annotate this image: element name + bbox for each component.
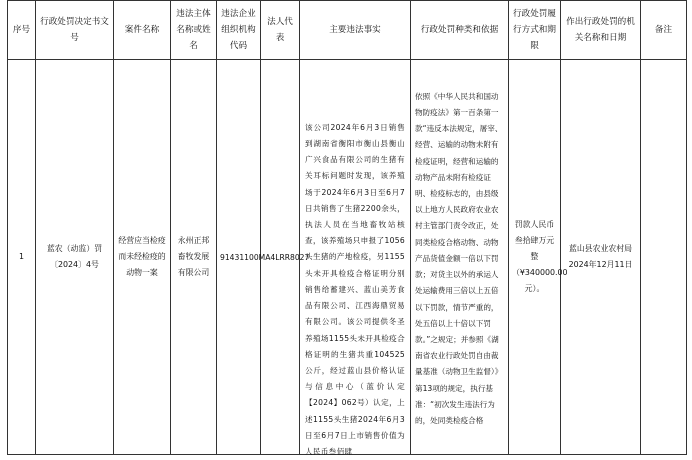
penalty-table <box>7 0 687 455</box>
penalty-table-wrapper <box>7 0 687 455</box>
cell-authority-date: 蓝山县农业农村局2024年12月11日 <box>561 60 641 455</box>
cell-penalty-basis <box>411 60 509 455</box>
header-doc-no: 行政处罚决定书文号 <box>36 1 114 60</box>
header-seq: 序号 <box>8 1 36 60</box>
header-org-code: 违法企业组织机构代码 <box>217 1 261 60</box>
header-authority-date: 作出行政处罚的机关名称和日期 <box>561 1 641 60</box>
header-legal-rep: 法人代表 <box>261 1 300 60</box>
penalty-basis-text: 依照《中华人民共和国动物防疫法》第一百条第一款“违反本法规定，屠宰、经营、运输的动物未附有检疫证明，经营和运输的动物产品未附有检疫证明、检疫标志的，由县级以上地方人民政府农业农村主管部门责令改正，处同类检疫合格动物、动物产品货值金额一倍以下罚款；对货主以外的承运人处运输费用三倍以上五倍以下罚款，情节严重的，处五倍以上十倍以下罚款。”之规定；并参照《湖南省农业行政处罚自由裁量基准（动物卫生监督）》第13项的规定，执行基准：“初次发生违法行为的，处同类检疫合格 <box>415 91 503 425</box>
header-remarks: 备注 <box>641 1 687 60</box>
header-performance: 行政处罚履行方式和期限 <box>509 1 561 60</box>
header-subject-name: 违法主体名称或姓名 <box>171 1 217 60</box>
org-code-text: 91431100MA4LRR8027 <box>220 252 310 262</box>
cell-subject-name: 永州正邦畜牧发展有限公司 <box>171 60 217 455</box>
cell-case-name: 经营应当检疫而未经检疫的动物一案 <box>114 60 171 455</box>
header-case-name: 案件名称 <box>114 1 171 60</box>
header-row <box>8 1 687 60</box>
cell-doc-no: 蓝农（动监）罚〔2024〕4号 <box>36 60 114 455</box>
table-row <box>8 60 687 455</box>
cell-performance: 罚款人民币叁拾肆万元整（¥340000.00元）。 <box>509 60 561 455</box>
cell-org-code <box>217 60 310 455</box>
main-facts-text: 该公司2024年6月3日销售到湖南省衡阳市衡山县衡山广兴食品有限公司的生猪有关耳标问题时发现，该养殖场于2024年6月3日至6月7日共销售了生猪2200余头，执法人员在当地畜牧站核查，该养殖场只申报了1056头生猪的产地检疫，另1155头未开具检疫合格证明分别销售给蓄建兴、蓝山美芳食品有限公司、江西海鼎贸易有限公司。该公司提供冬圣养殖场1155头未开具检疫合格证明的生猪共重104525公斤，经过蓝山县价格认证与信息中心（蓝价认定【2024】062号）认定，上述1155头生猪2024年6月3日至6月7日上市销售价值为人民币叁佰肆 <box>305 122 405 456</box>
header-main-facts: 主要违法事实 <box>300 1 411 60</box>
cell-remarks <box>641 60 687 455</box>
cell-seq: 1 <box>8 60 36 455</box>
header-penalty-basis: 行政处罚种类和依据 <box>411 1 509 60</box>
cell-main-facts <box>300 60 411 455</box>
